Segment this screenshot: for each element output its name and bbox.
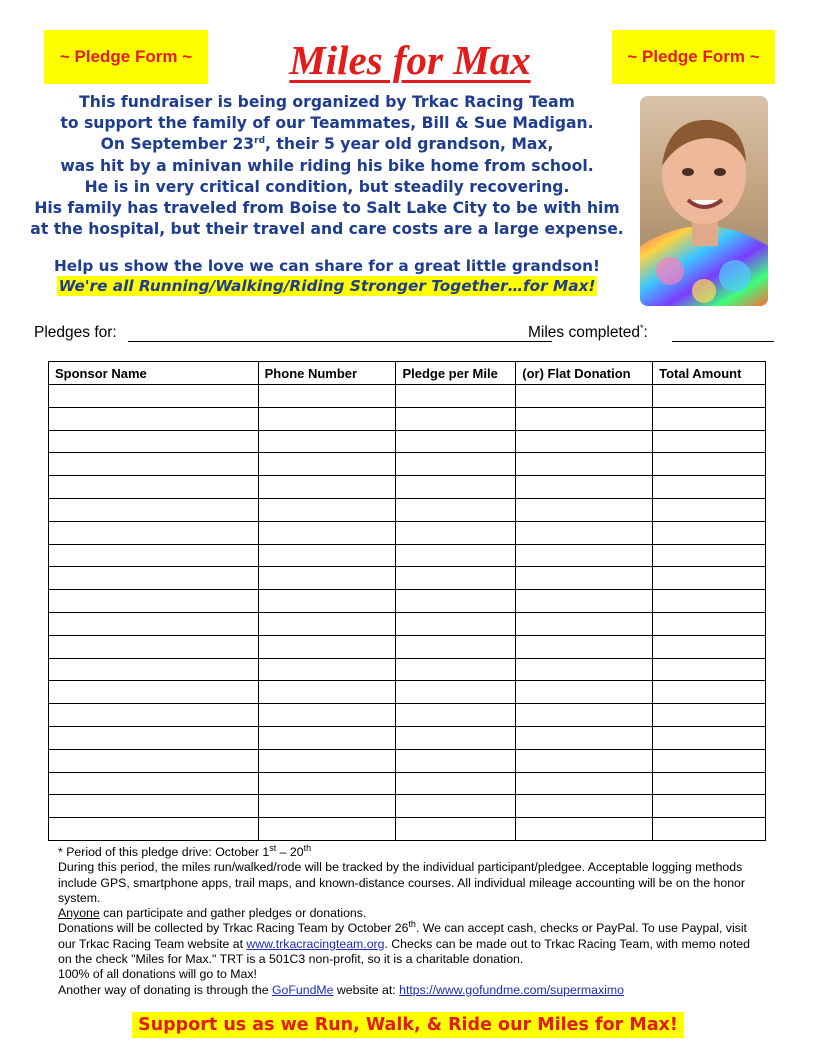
pledge-per-mile-cell[interactable] — [396, 612, 516, 635]
flat-donation-cell[interactable] — [516, 704, 653, 727]
percent-note: 100% of all donations will go to Max! — [58, 967, 257, 982]
total-amount-cell[interactable] — [653, 498, 766, 521]
phone-number-cell[interactable] — [258, 453, 396, 476]
flat-donation-cell[interactable] — [516, 476, 653, 499]
flat-donation-cell[interactable] — [516, 590, 653, 613]
child-photo-image — [640, 96, 768, 306]
table-row — [49, 407, 766, 430]
intro-line: This fundraiser is being organized by Trkac Racing Team — [79, 93, 575, 111]
help-line: Help us show the love we can share for a great little grandson! — [53, 257, 600, 275]
phone-number-cell[interactable] — [258, 590, 396, 613]
flat-donation-cell[interactable] — [516, 407, 653, 430]
pledge-per-mile-cell[interactable] — [396, 567, 516, 590]
table-row — [49, 476, 766, 499]
pledge-per-mile-cell[interactable] — [396, 590, 516, 613]
total-amount-cell[interactable] — [653, 590, 766, 613]
phone-number-cell[interactable] — [258, 567, 396, 590]
sponsor-name-cell[interactable] — [49, 385, 259, 408]
flat-donation-cell[interactable] — [516, 658, 653, 681]
table-row — [49, 658, 766, 681]
flat-donation-cell[interactable] — [516, 612, 653, 635]
col-sponsor-name: Sponsor Name — [49, 362, 259, 385]
pledge-per-mile-cell[interactable] — [396, 476, 516, 499]
flat-donation-cell[interactable] — [516, 567, 653, 590]
table-row — [49, 704, 766, 727]
gofundme-link[interactable]: GoFundMe — [271, 982, 334, 997]
sponsor-name-cell[interactable] — [49, 772, 259, 795]
pledge-per-mile-cell[interactable] — [396, 795, 516, 818]
pledges-for-field[interactable] — [128, 341, 552, 342]
total-amount-cell[interactable] — [653, 681, 766, 704]
flat-donation-cell[interactable] — [516, 749, 653, 772]
total-amount-cell[interactable] — [653, 818, 766, 841]
table-row — [49, 498, 766, 521]
child-photo — [640, 96, 768, 306]
total-amount-cell[interactable] — [653, 612, 766, 635]
flat-donation-cell[interactable] — [516, 818, 653, 841]
table-row — [49, 590, 766, 613]
table-row — [49, 612, 766, 635]
sponsor-name-cell[interactable] — [49, 567, 259, 590]
flat-donation-cell[interactable] — [516, 453, 653, 476]
col-phone-number: Phone Number — [258, 362, 396, 385]
sponsor-name-cell[interactable] — [49, 407, 259, 430]
phone-number-cell[interactable] — [258, 430, 396, 453]
flat-donation-cell[interactable] — [516, 772, 653, 795]
pledge-form-badge-right: ~ Pledge Form ~ — [612, 30, 775, 84]
sponsor-name-cell[interactable] — [49, 704, 259, 727]
flat-donation-cell[interactable] — [516, 635, 653, 658]
phone-number-cell[interactable] — [258, 521, 396, 544]
sponsor-name-cell[interactable] — [49, 544, 259, 567]
table-row — [49, 818, 766, 841]
flat-donation-cell[interactable] — [516, 430, 653, 453]
flat-donation-cell[interactable] — [516, 726, 653, 749]
sponsor-name-cell[interactable] — [49, 453, 259, 476]
pledge-table-body — [49, 385, 766, 841]
pledge-table — [48, 361, 766, 841]
table-row — [49, 430, 766, 453]
pledge-per-mile-cell[interactable] — [396, 521, 516, 544]
sponsor-name-cell[interactable] — [49, 612, 259, 635]
total-amount-cell[interactable] — [653, 726, 766, 749]
table-row — [49, 567, 766, 590]
pledge-per-mile-cell[interactable] — [396, 658, 516, 681]
phone-number-cell[interactable] — [258, 795, 396, 818]
pledge-per-mile-cell[interactable] — [396, 498, 516, 521]
pledge-per-mile-cell[interactable] — [396, 818, 516, 841]
sponsor-name-cell[interactable] — [49, 749, 259, 772]
table-row — [49, 521, 766, 544]
pledge-per-mile-cell[interactable] — [396, 544, 516, 567]
gofundme-url-link[interactable]: https://www.gofundme.com/supermaximo — [399, 982, 624, 997]
miles-completed-field[interactable] — [672, 341, 774, 342]
total-amount-cell[interactable] — [653, 567, 766, 590]
phone-number-cell[interactable] — [258, 749, 396, 772]
phone-number-cell[interactable] — [258, 612, 396, 635]
total-amount-cell[interactable] — [653, 521, 766, 544]
table-row — [49, 681, 766, 704]
table-row — [49, 544, 766, 567]
website-link[interactable]: www.trkacracingteam.org — [246, 936, 385, 951]
sponsor-name-cell[interactable] — [49, 635, 259, 658]
col-pledge-per-mile: Pledge per Mile — [396, 362, 516, 385]
help-message — [28, 256, 626, 296]
pledge-per-mile-cell[interactable] — [396, 430, 516, 453]
phone-number-cell[interactable] — [258, 407, 396, 430]
flat-donation-cell[interactable] — [516, 544, 653, 567]
phone-number-cell[interactable] — [258, 818, 396, 841]
total-amount-cell[interactable] — [653, 772, 766, 795]
pledge-per-mile-cell[interactable] — [396, 385, 516, 408]
total-amount-cell[interactable] — [653, 430, 766, 453]
pledge-per-mile-cell[interactable] — [396, 704, 516, 727]
pledge-per-mile-cell[interactable] — [396, 749, 516, 772]
phone-number-cell[interactable] — [258, 704, 396, 727]
intro-line: was hit by a minivan while riding his bike home from school. — [60, 156, 594, 175]
flat-donation-cell[interactable] — [516, 521, 653, 544]
flat-donation-cell[interactable] — [516, 498, 653, 521]
total-amount-cell[interactable] — [653, 544, 766, 567]
table-row — [49, 772, 766, 795]
table-row — [49, 453, 766, 476]
sponsor-name-cell[interactable] — [49, 498, 259, 521]
sponsor-name-cell[interactable] — [49, 430, 259, 453]
total-amount-cell[interactable] — [653, 658, 766, 681]
pledge-per-mile-cell[interactable] — [396, 726, 516, 749]
pledge-per-mile-cell[interactable] — [396, 772, 516, 795]
phone-number-cell[interactable] — [258, 476, 396, 499]
table-row — [49, 635, 766, 658]
phone-number-cell[interactable] — [258, 385, 396, 408]
intro-line: His family has traveled from Boise to Salt Lake City to be with him — [34, 199, 620, 218]
pledge-per-mile-cell[interactable] — [396, 453, 516, 476]
sponsor-name-cell[interactable] — [49, 658, 259, 681]
period-note: * Period of this pledge drive: October 1st – 20th — [58, 842, 312, 859]
tracking-note: During this period, the miles run/walked/rode will be tracked by the individual participant/pledgee. Acceptable logging methods include GPS, smartphone apps, trail maps, and known-distance courses. All individual mileage accounting will be on the honor system. — [58, 860, 745, 905]
total-amount-cell[interactable] — [653, 749, 766, 772]
sponsor-name-cell[interactable] — [49, 795, 259, 818]
flat-donation-cell[interactable] — [516, 681, 653, 704]
slogan-highlight: We're all Running/Walking/Riding Stronger Together…for Max! — [58, 277, 596, 295]
pledge-form-badge-left: ~ Pledge Form ~ — [44, 30, 208, 84]
phone-number-cell[interactable] — [258, 681, 396, 704]
sponsor-name-cell[interactable] — [49, 476, 259, 499]
phone-number-cell[interactable] — [258, 658, 396, 681]
table-row — [49, 795, 766, 818]
phone-number-cell[interactable] — [258, 498, 396, 521]
intro-line: He is in very critical condition, but steadily recovering. — [84, 177, 570, 196]
col-flat-donation: (or) Flat Donation — [516, 362, 653, 385]
total-amount-cell[interactable] — [653, 704, 766, 727]
phone-number-cell[interactable] — [258, 726, 396, 749]
footer-banner: Support us as we Run, Walk, & Ride our Miles for Max! — [132, 1012, 684, 1038]
sponsor-name-cell[interactable] — [49, 590, 259, 613]
sponsor-name-cell[interactable] — [49, 726, 259, 749]
table-header-row — [49, 362, 766, 385]
phone-number-cell[interactable] — [258, 772, 396, 795]
miles-completed-label: Miles completed*: — [528, 322, 648, 341]
total-amount-cell[interactable] — [653, 453, 766, 476]
flat-donation-cell[interactable] — [516, 385, 653, 408]
table-row — [49, 749, 766, 772]
pledge-per-mile-cell[interactable] — [396, 681, 516, 704]
pledges-for-row — [34, 324, 776, 346]
intro-paragraph — [28, 92, 626, 240]
table-row — [49, 726, 766, 749]
gofundme-note: Another way of donating is through the GoFundMe website at: https://www.gofundme.com/supermaximo — [58, 982, 624, 997]
sponsor-name-cell[interactable] — [49, 681, 259, 704]
phone-number-cell[interactable] — [258, 544, 396, 567]
total-amount-cell[interactable] — [653, 476, 766, 499]
intro-line: at the hospital, but their travel and care costs are a large expense. — [30, 220, 624, 239]
intro-line-date: On September 23rd, their 5 year old grandson, Max, — [100, 135, 554, 154]
table-row — [49, 385, 766, 408]
phone-number-cell[interactable] — [258, 635, 396, 658]
pledge-per-mile-cell[interactable] — [396, 635, 516, 658]
sponsor-name-cell[interactable] — [49, 521, 259, 544]
total-amount-cell[interactable] — [653, 795, 766, 818]
pledge-per-mile-cell[interactable] — [396, 407, 516, 430]
pledges-for-label: Pledges for: — [34, 324, 117, 341]
sponsor-name-cell[interactable] — [49, 818, 259, 841]
page-title: Miles for Max — [289, 37, 531, 83]
total-amount-cell[interactable] — [653, 635, 766, 658]
collection-note: Donations will be collected by Trkac Racing Team by October 26th. We can accept cash, checks or PayPal. To use Paypal, visit our Trkac Racing Team website at www.trkacracingteam.org. Checks can be made out to Trkac Racing Team, with memo noted on the check "Miles for Max." TRT is a 501C3 non-profit, so it is a charitable donation. — [58, 919, 750, 967]
total-amount-cell[interactable] — [653, 385, 766, 408]
total-amount-cell[interactable] — [653, 407, 766, 430]
anyone-note: Anyone can participate and gather pledges or donations. — [58, 906, 367, 921]
notes-section — [58, 842, 764, 998]
intro-line: to support the family of our Teammates, Bill & Sue Madigan. — [60, 114, 594, 133]
flat-donation-cell[interactable] — [516, 795, 653, 818]
col-total-amount: Total Amount — [653, 362, 766, 385]
